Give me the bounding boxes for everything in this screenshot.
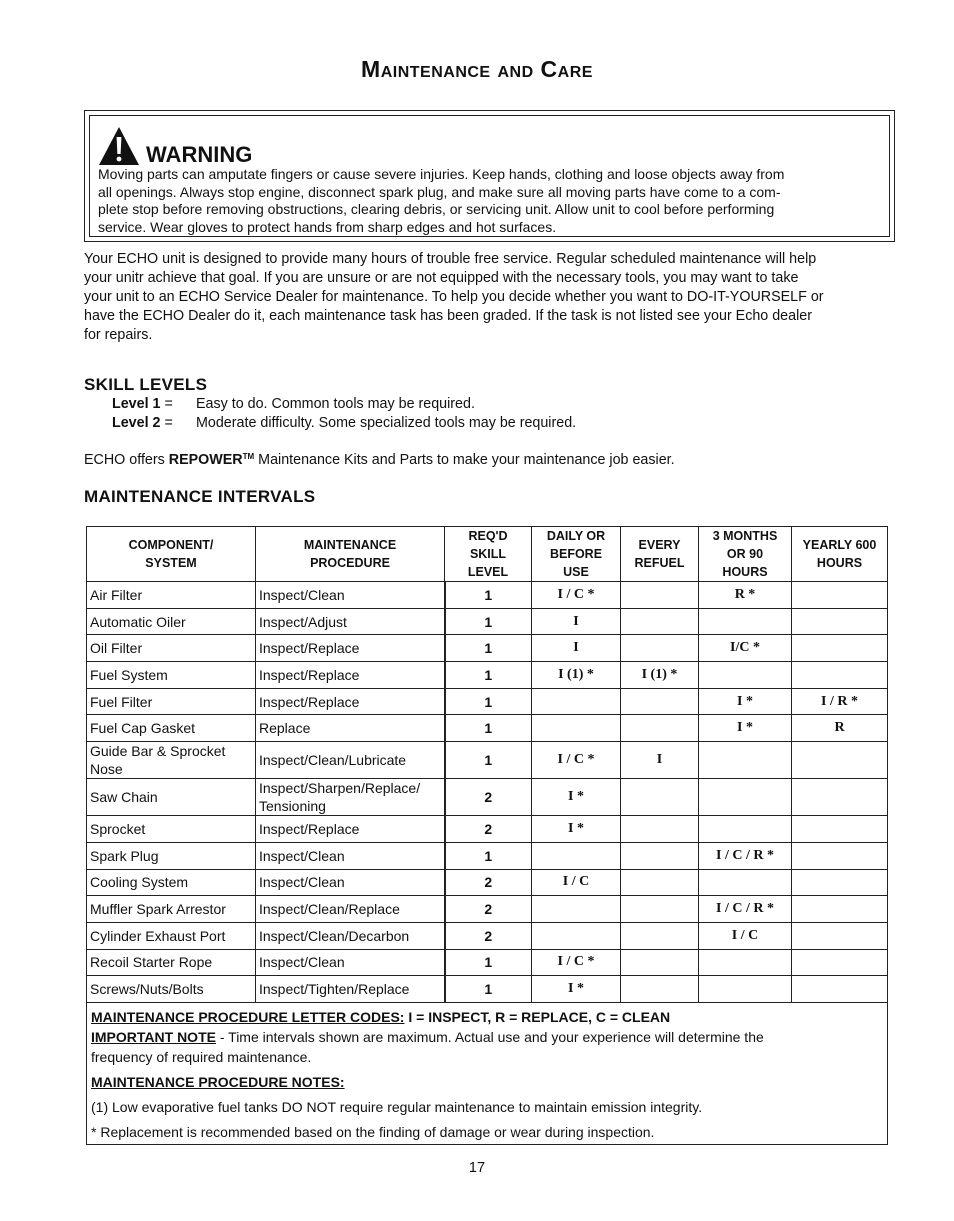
cell-yearly bbox=[792, 896, 888, 923]
cell-yearly bbox=[792, 635, 888, 662]
cell-daily: I * bbox=[532, 779, 621, 816]
cell-procedure: Inspect/Clean bbox=[256, 842, 445, 869]
cell-component: Fuel System bbox=[87, 662, 256, 689]
cell-skill-level: 2 bbox=[445, 869, 532, 896]
cell-component: Recoil Starter Rope bbox=[87, 949, 256, 976]
cell-procedure: Inspect/Clean/Decarbon bbox=[256, 922, 445, 949]
letter-codes-text: I = INSPECT, R = REPLACE, C = CLEAN bbox=[404, 1008, 671, 1025]
repower-brand: REPOWER bbox=[168, 452, 243, 468]
cell-procedure: Inspect/Sharpen/Replace/ Tensioning bbox=[256, 779, 445, 816]
cell-yearly bbox=[792, 922, 888, 949]
cell-refuel bbox=[621, 842, 699, 869]
cell-refuel bbox=[621, 976, 699, 1003]
col-header-daily: DAILY OR BEFORE USE bbox=[532, 527, 621, 582]
table-row bbox=[87, 779, 888, 816]
cell-procedure: Inspect/Clean/Lubricate bbox=[256, 742, 445, 779]
cell-skill-level: 2 bbox=[445, 896, 532, 923]
cell-skill-level: 2 bbox=[445, 779, 532, 816]
cell-yearly bbox=[792, 779, 888, 816]
cell-refuel bbox=[621, 715, 699, 742]
cell-skill-level: 1 bbox=[445, 949, 532, 976]
cell-procedure: Inspect/Replace bbox=[256, 662, 445, 689]
col-header-component: COMPONENT/ SYSTEM bbox=[87, 527, 256, 582]
cell-3-months bbox=[699, 816, 792, 843]
cell-3-months bbox=[699, 608, 792, 635]
cell-daily: I bbox=[532, 635, 621, 662]
cell-3-months: I * bbox=[699, 688, 792, 715]
cell-skill-level: 1 bbox=[445, 662, 532, 689]
cell-component: Sprocket bbox=[87, 816, 256, 843]
cell-component: Cooling System bbox=[87, 869, 256, 896]
cell-procedure: Inspect/Tighten/Replace bbox=[256, 976, 445, 1003]
cell-procedure: Inspect/Replace bbox=[256, 816, 445, 843]
cell-daily: I * bbox=[532, 816, 621, 843]
page-number: 17 bbox=[468, 1160, 486, 1176]
cell-component: Saw Chain bbox=[87, 779, 256, 816]
cell-skill-level: 1 bbox=[445, 715, 532, 742]
cell-skill-level: 1 bbox=[445, 635, 532, 662]
important-note: IMPORTANT NOTE - Time intervals shown are maximum. Actual use and your experience will determine the bbox=[91, 1028, 764, 1045]
cell-component: Fuel Cap Gasket bbox=[87, 715, 256, 742]
important-note-label: IMPORTANT NOTE bbox=[91, 1028, 216, 1045]
warning-box bbox=[84, 110, 895, 242]
cell-daily bbox=[532, 715, 621, 742]
notes-row bbox=[87, 1002, 888, 1144]
table-row bbox=[87, 742, 888, 779]
procedure-notes-heading: MAINTENANCE PROCEDURE NOTES: bbox=[91, 1073, 345, 1090]
cell-skill-level: 1 bbox=[445, 842, 532, 869]
warning-heading: WARNING bbox=[146, 142, 253, 167]
cell-yearly bbox=[792, 662, 888, 689]
cell-refuel bbox=[621, 896, 699, 923]
col-header-refuel: EVERY REFUEL bbox=[621, 527, 699, 582]
table-header-row bbox=[87, 527, 888, 582]
table-row bbox=[87, 688, 888, 715]
cell-component: Cylinder Exhaust Port bbox=[87, 922, 256, 949]
skill-level-1: Level 1 = Easy to do. Common tools may be required. bbox=[112, 396, 475, 412]
cell-procedure: Replace bbox=[256, 715, 445, 742]
cell-skill-level: 2 bbox=[445, 922, 532, 949]
table-row bbox=[87, 635, 888, 662]
cell-procedure: Inspect/Clean bbox=[256, 582, 445, 609]
maintenance-intervals-heading: MAINTENANCE INTERVALS bbox=[84, 487, 316, 506]
cell-yearly bbox=[792, 742, 888, 779]
skill-levels-heading: SKILL LEVELS bbox=[84, 375, 208, 394]
cell-yearly bbox=[792, 816, 888, 843]
warning-triangle-icon bbox=[98, 126, 140, 166]
skill-level-2: Level 2 = Moderate difficulty. Some specialized tools may be required. bbox=[112, 415, 577, 431]
cell-procedure: Inspect/Clean bbox=[256, 949, 445, 976]
table-row bbox=[87, 662, 888, 689]
cell-component: Air Filter bbox=[87, 582, 256, 609]
cell-daily: I / C * bbox=[532, 582, 621, 609]
table-row bbox=[87, 869, 888, 896]
table-row bbox=[87, 582, 888, 609]
cell-refuel bbox=[621, 869, 699, 896]
cell-yearly bbox=[792, 949, 888, 976]
cell-daily: I / C * bbox=[532, 742, 621, 779]
cell-yearly bbox=[792, 582, 888, 609]
cell-skill-level: 1 bbox=[445, 688, 532, 715]
intro-paragraph: Your ECHO unit is designed to provide many hours of trouble free service. Regular scheduled maintenance will help your unitr achieve that goal. If you are unsure or are not equipped with the necessary tools, you may want to take your unit to an ECHO Service Dealer for maintenance. To help you decide whether you want to DO-IT-YOURSELF or have the ECHO Dealer do it, each maintenance task has been graded. If the task is not listed see your Echo dealer for repairs. bbox=[84, 251, 824, 343]
procedure-note-1: (1) Low evaporative fuel tanks DO NOT require regular maintenance to maintain emission integrity. bbox=[91, 1098, 703, 1115]
cell-skill-level: 1 bbox=[445, 742, 532, 779]
page-title: Maintenance and Care bbox=[361, 56, 593, 82]
cell-skill-level: 1 bbox=[445, 608, 532, 635]
cell-daily bbox=[532, 842, 621, 869]
cell-daily bbox=[532, 688, 621, 715]
letter-codes-line bbox=[91, 1007, 883, 1027]
cell-yearly bbox=[792, 869, 888, 896]
cell-procedure: Inspect/Replace bbox=[256, 635, 445, 662]
cell-skill-level: 1 bbox=[445, 582, 532, 609]
cell-procedure: Inspect/Adjust bbox=[256, 608, 445, 635]
cell-yearly: I / R * bbox=[792, 688, 888, 715]
cell-procedure: Inspect/Replace bbox=[256, 688, 445, 715]
cell-3-months: R * bbox=[699, 582, 792, 609]
repower-line: ECHO offers REPOWER™ Maintenance Kits and Parts to make your maintenance job easier. bbox=[84, 452, 675, 468]
cell-daily bbox=[532, 922, 621, 949]
cell-yearly: R bbox=[792, 715, 888, 742]
cell-3-months: I / C bbox=[699, 922, 792, 949]
cell-component: Guide Bar & Sprocket Nose bbox=[87, 742, 256, 779]
cell-yearly bbox=[792, 976, 888, 1003]
cell-daily: I / C bbox=[532, 869, 621, 896]
cell-component: Fuel Filter bbox=[87, 688, 256, 715]
cell-daily: I bbox=[532, 608, 621, 635]
table-row bbox=[87, 842, 888, 869]
cell-refuel: I bbox=[621, 742, 699, 779]
cell-component: Screws/Nuts/Bolts bbox=[87, 976, 256, 1003]
cell-3-months: I/C * bbox=[699, 635, 792, 662]
warning-text: Moving parts can amputate fingers or cause severe injuries. Keep hands, clothing and loose objects away from all openings. Always stop engine, disconnect spark plug, and make sure all moving parts have come to a com- plete stop before removing obstructions, clearing debris, or servicing unit. Allow unit to cool before performing service. Wear gloves to protect hands from sharp edges and hot surfaces. bbox=[98, 166, 785, 235]
cell-refuel bbox=[621, 608, 699, 635]
table-row bbox=[87, 976, 888, 1003]
cell-daily bbox=[532, 896, 621, 923]
cell-3-months bbox=[699, 976, 792, 1003]
cell-procedure: Inspect/Clean/Replace bbox=[256, 896, 445, 923]
cell-yearly bbox=[792, 842, 888, 869]
col-header-yearly: YEARLY 600 HOURS bbox=[792, 527, 888, 582]
maintenance-intervals-table bbox=[86, 526, 888, 1145]
cell-3-months bbox=[699, 949, 792, 976]
cell-component: Muffler Spark Arrestor bbox=[87, 896, 256, 923]
table-row bbox=[87, 816, 888, 843]
cell-3-months bbox=[699, 779, 792, 816]
cell-3-months: I / C / R * bbox=[699, 896, 792, 923]
cell-3-months: I * bbox=[699, 715, 792, 742]
letter-codes-label: MAINTENANCE PROCEDURE LETTER CODES: bbox=[91, 1008, 405, 1025]
cell-daily: I / C * bbox=[532, 949, 621, 976]
cell-refuel: I (1) * bbox=[621, 662, 699, 689]
cell-refuel bbox=[621, 688, 699, 715]
table-row bbox=[87, 949, 888, 976]
cell-3-months bbox=[699, 742, 792, 779]
cell-refuel bbox=[621, 949, 699, 976]
cell-3-months bbox=[699, 662, 792, 689]
cell-refuel bbox=[621, 922, 699, 949]
procedure-note-2: * Replacement is recommended based on the finding of damage or wear during inspection. bbox=[91, 1123, 655, 1140]
cell-3-months bbox=[699, 869, 792, 896]
col-header-skill-level: REQ'D SKILL LEVEL bbox=[445, 527, 532, 582]
cell-component: Automatic Oiler bbox=[87, 608, 256, 635]
table-row bbox=[87, 896, 888, 923]
table-row bbox=[87, 922, 888, 949]
col-header-3-months: 3 MONTHS OR 90 HOURS bbox=[699, 527, 792, 582]
cell-procedure: Inspect/Clean bbox=[256, 869, 445, 896]
cell-refuel bbox=[621, 816, 699, 843]
cell-component: Oil Filter bbox=[87, 635, 256, 662]
table-row bbox=[87, 715, 888, 742]
cell-skill-level: 1 bbox=[445, 976, 532, 1003]
cell-refuel bbox=[621, 635, 699, 662]
cell-refuel bbox=[621, 779, 699, 816]
cell-yearly bbox=[792, 608, 888, 635]
table-row bbox=[87, 608, 888, 635]
cell-component: Spark Plug bbox=[87, 842, 256, 869]
cell-skill-level: 2 bbox=[445, 816, 532, 843]
col-header-procedure: MAINTENANCE PROCEDURE bbox=[256, 527, 445, 582]
cell-3-months: I / C / R * bbox=[699, 842, 792, 869]
notes-cell bbox=[87, 1002, 888, 1144]
cell-daily: I * bbox=[532, 976, 621, 1003]
important-note-continued: frequency of required maintenance. bbox=[91, 1048, 312, 1065]
cell-refuel bbox=[621, 582, 699, 609]
cell-daily: I (1) * bbox=[532, 662, 621, 689]
